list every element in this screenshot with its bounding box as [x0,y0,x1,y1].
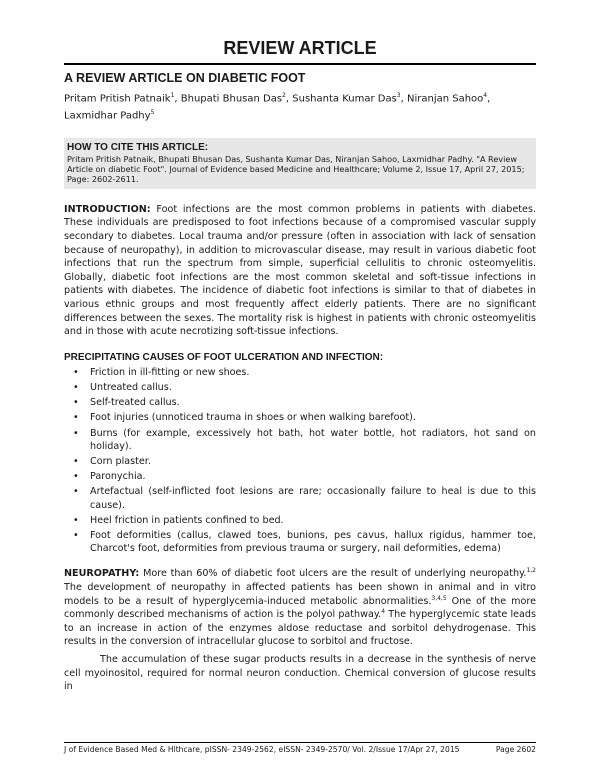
citation-box [64,138,536,189]
list-item-text: Self-treated callus. [90,397,180,409]
list-item [64,455,536,468]
list-item [64,411,536,424]
author-affiliation: 1 [170,92,175,99]
citation-text: Pritam Pritish Patnaik, Bhupati Bhusan Das, Sushanta Kumar Das, Niranjan Sahoo, Laxmidhar Padhy. "A Review Article on diabetic Foot". Journal of Evidence based Medicine and Healthcare; Volume 2, Issue 17, April 27, 2015; Page: 2602-2611. [67,153,525,185]
neuropathy-paragraph-2: The accumulation of these sugar products results in a decrease in the synthesis of nerve cell myoinositol, required for normal neuron conduction. Chemical conversion of glucose results in [64,654,536,693]
introduction-paragraph [64,203,536,339]
list-item-text: Paronychia. [90,471,146,483]
list-item [64,529,536,555]
bullet-icon: • [73,456,79,468]
list-item [64,485,536,511]
neuropathy-heading: NEUROPATHY: [64,568,140,580]
list-item-text: Heel friction in patients confined to bed. [90,514,284,526]
causes-list [64,366,536,556]
author-name: Bhupati Bhusan Das [180,93,283,105]
author-name: Laxmidhar Padhy [64,110,151,122]
list-item-text: Burns (for example, excessively hot bath, hot water bottle, hot radiators, hot sand on holiday). [90,427,536,452]
list-item [64,470,536,483]
list-item [64,366,536,379]
bullet-icon: • [73,412,79,424]
neuropathy-text: More than 60% of diabetic foot ulcers are the result of underlying neuropathy. [143,568,527,580]
reference-marker: 3,4,5 [431,594,447,602]
list-item [64,396,536,409]
author-affiliation: 4 [483,92,488,99]
reference-marker: 4 [381,608,386,616]
bullet-icon: • [73,427,79,439]
footer-page-number: Page 2602 [495,745,536,754]
author-name: Pritam Pritish Patnaik [64,93,171,105]
list-item-text: Corn plaster. [90,456,151,468]
reference-marker: 1,2 [526,567,536,575]
bullet-icon: • [73,514,79,526]
bullet-icon: • [73,486,79,498]
list-item-text: Untreated callus. [90,382,172,394]
bullet-icon: • [73,366,79,378]
author-affiliation: 2 [282,92,286,99]
author-name: Niranjan Sahoo [406,93,484,105]
precipitating-heading: PRECIPITATING CAUSES OF FOOT ULCERATION AND INFECTION: [64,351,384,363]
list-item-text: Foot injuries (unnoticed trauma in shoes or when walking barefoot). [90,412,416,424]
neuropathy-text: One of the more commonly described mechanisms of action is the polyol pathway. [64,595,536,621]
author-name: Sushanta Kumar Das [292,93,397,105]
introduction-text: Foot infections are the most common problems in patients with diabetes. These individuals are predisposed to foot infections because of a compromised vascular supply secondary to diabetes. Local trauma and/or pressure (often in association with lack of sensation because of neuropathy), in addition to microvascular disease, may result in various diabetic foot infections that run the spectrum from simple, superficial cellulitis to chronic osteomyelitis. Globally, diabetic foot infections are the most common skeletal and soft-tissue infections in patients with diabetes. The incidence of diabetic foot infections is similar to that of diabetes in various ethnic groups and most frequently affect elderly patients. There are no significant differences between the sexes. The mortality risk is highest in patients with chronic osteomyelitis and in those with acute necrotizing soft-tissue infections. [64,203,536,338]
neuropathy-paragraph [64,567,536,649]
article-body [64,70,536,694]
header-rule [64,63,536,65]
bullet-icon: • [73,382,79,394]
list-item [64,427,536,453]
neuropathy-text: The hyperglycemic state leads to an increase in action of the enzymes aldose reductase and sorbitol dehydrogenase. This results in the conversion of intracellular glucose to sorbitol and fructose. [64,609,536,648]
list-item [64,514,536,527]
page-footer [64,742,536,754]
list-item-text: Friction in ill-fitting or new shoes. [90,366,250,378]
list-item-text: Foot deformities (callus, clawed toes, bunions, pes cavus, hallux rigidus, hammer toe, Charcot's foot, deformities from previous trauma or surgery, nail deformities, edema) [90,530,536,555]
bullet-icon: • [73,530,79,542]
author-affiliation: 5 [150,109,155,117]
bullet-icon: • [73,397,79,409]
author-affiliation: 3 [396,92,401,99]
introduction-heading: INTRODUCTION: [64,203,151,215]
bullet-icon: • [73,471,79,483]
section-header: REVIEW ARTICLE [223,38,377,58]
list-item-text: Artefactual (self-inflicted foot lesions are rare; occasionally failure to heal is due to this cause). [90,486,536,511]
author-list: Pritam Pritish Patnaik$^1$, Bhupati Bhusan Das$^2$, Sushanta Kumar Das$^3$, Niranjan Sahoo$^4$, Laxmidhar Padhy$^5$ [64,92,491,122]
neuropathy-text: The development of neuropathy in affected patients has been shown in animal and in vitro models to be a result of hyperglycemia-induced metabolic abnormalities. [64,582,536,607]
article-title: A REVIEW ARTICLE ON DIABETIC FOOT [64,71,306,85]
footer-journal: J of Evidence Based Med & Hlthcare, pISSN- 2349-2562, eISSN- 2349-2570/ Vol. 2/Issue 17/Apr 27, 2015 [64,745,460,754]
citation-heading: HOW TO CITE THIS ARTICLE: [67,141,209,153]
list-item [64,381,536,394]
